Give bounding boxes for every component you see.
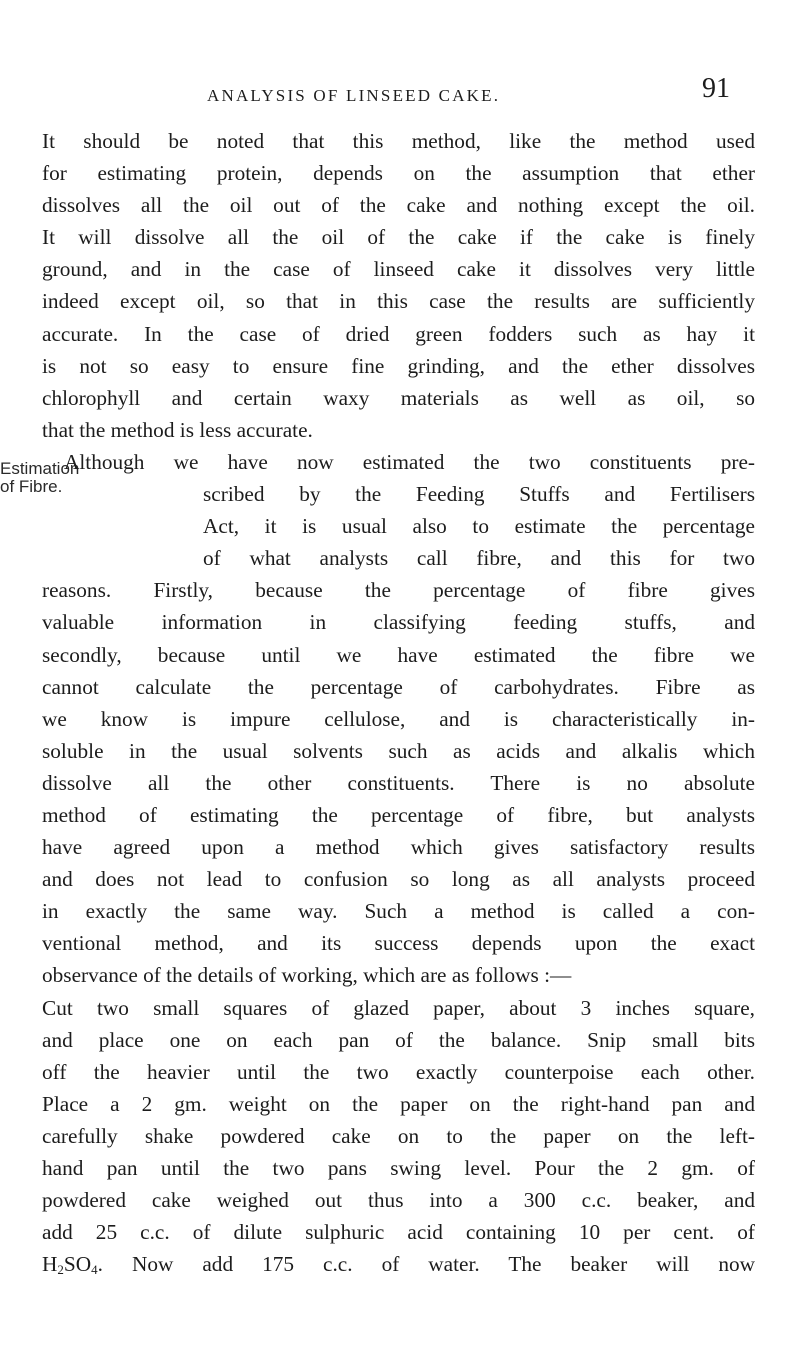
page-header <box>0 72 800 112</box>
text-line: soluble in the usual solvents such as acids and alkalis which <box>42 738 755 763</box>
text-line: secondly, because until we have estimated the fibre we <box>42 642 755 667</box>
body-text <box>42 125 755 1280</box>
margin-note-line: Estimation <box>0 459 80 478</box>
margin-note-line: of Fibre. <box>0 477 63 496</box>
text-line: for estimating protein, depends on the assumption that ether <box>42 161 755 186</box>
text-line: method of estimating the percentage of fibre, but analysts <box>42 802 755 827</box>
text-line: reasons. Firstly, because the percentage of fibre gives <box>42 578 755 603</box>
text-line: that the method is less accurate. <box>42 417 313 442</box>
text-line-formula <box>42 1248 755 1280</box>
text-line: have agreed upon a method which gives satisfactory results <box>42 835 755 860</box>
text-line: hand pan until the two pans swing level. Pour the 2 gm. of <box>42 1156 755 1180</box>
text-line: cannot calculate the percentage of carbohydrates. Fibre as <box>42 674 755 699</box>
formula-h: H <box>42 1252 58 1277</box>
text-line: ventional method, and its success depends upon the exact <box>42 931 755 956</box>
text-line: and place one on each pan of the balance. Snip small bits <box>42 1027 755 1052</box>
paragraph-ether-method <box>42 125 755 446</box>
text-line: Act, it is usual also to estimate the percentage <box>203 514 755 539</box>
text-line: accurate. In the case of dried green fodders such as hay it <box>42 321 755 346</box>
text-line: valuable information in classifying feeding stuffs, and <box>42 610 755 635</box>
text-line: It should be noted that this method, like the method used <box>42 129 755 153</box>
page-number: 91 <box>702 73 730 104</box>
formula-so: SO <box>63 1252 92 1277</box>
text-line: powdered cake weighed out thus into a 300 c.c. beaker, and <box>42 1188 755 1213</box>
text-line: ground, and in the case of linseed cake it dissolves very little <box>42 257 755 282</box>
text-line: scribed by the Feeding Stuffs and Fertilisers <box>203 482 755 507</box>
text-line: Although we have now estimated the two constituents pre- <box>64 449 755 474</box>
text-line: off the heavier until the two exactly counterpoise each other. <box>42 1059 755 1084</box>
text-line: chlorophyll and certain waxy materials as well as oil, so <box>42 385 755 410</box>
text-line: carefully shake powdered cake on to the paper on the left- <box>42 1123 755 1148</box>
text-line: dissolve all the other constituents. There is no absolute <box>42 770 755 795</box>
text-line: indeed except oil, so that in this case the results are sufficiently <box>42 289 755 314</box>
text-line: Cut two small squares of glazed paper, about 3 inches square, <box>42 995 755 1020</box>
text-line: observance of the details of working, which are as follows :— <box>42 963 572 988</box>
formula-subscript: 4 <box>91 1262 98 1278</box>
text-line: of what analysts call fibre, and this for two <box>203 546 755 571</box>
running-head: ANALYSIS OF LINSEED CAKE. <box>207 86 501 105</box>
paragraph-estimation-of-fibre <box>42 446 755 1280</box>
text-line: and does not lead to confusion so long as all analysts proceed <box>42 867 755 892</box>
text-line: in exactly the same way. Such a method is called a con- <box>42 899 755 924</box>
text-line: dissolves all the oil out of the cake and nothing except the oil. <box>42 193 755 218</box>
text-line: It will dissolve all the oil of the cake if the cake is finely <box>42 225 755 250</box>
text-line: is not so easy to ensure fine grinding, and the ether dissolves <box>42 353 755 378</box>
text-line: add 25 c.c. of dilute sulphuric acid containing 10 per cent. of <box>42 1220 755 1245</box>
text-line: we know is impure cellulose, and is characteristically in- <box>42 706 755 731</box>
formula-rest: . Now add 175 c.c. of water. The beaker will now <box>97 1252 755 1277</box>
text-line: Place a 2 gm. weight on the paper on the right-hand pan and <box>42 1091 755 1116</box>
formula-subscript: 2 <box>57 1262 64 1278</box>
